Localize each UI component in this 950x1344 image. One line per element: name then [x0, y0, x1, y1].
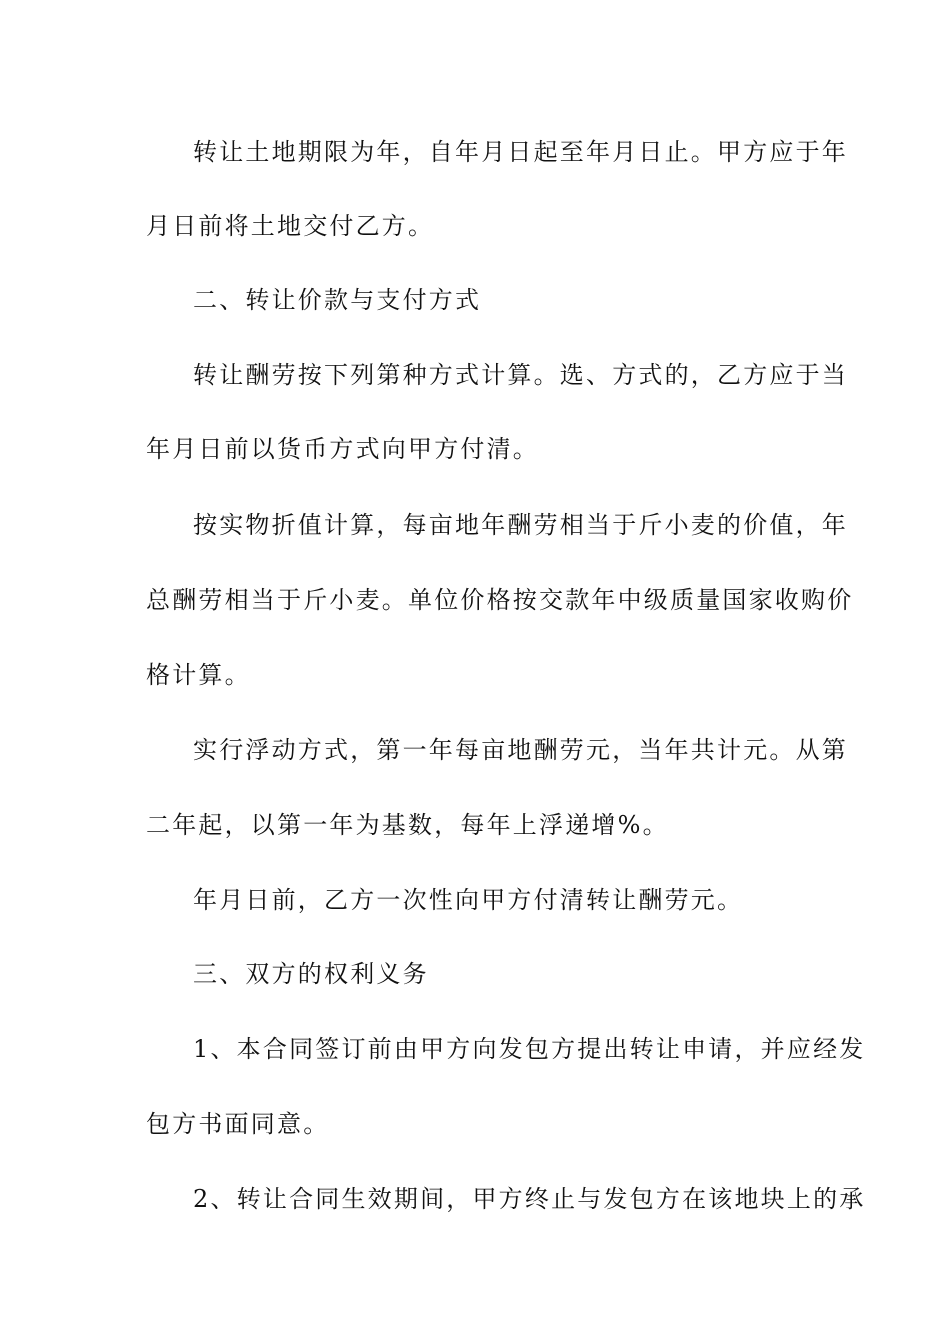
- paragraph-line: 2、转让合同生效期间，甲方终止与发包方在该地块上的承: [193, 1185, 866, 1213]
- paragraph-line: 实行浮动方式，第一年每亩地酬劳元，当年共计元。从第: [193, 736, 848, 764]
- paragraph-line: 月日前将土地交付乙方。: [146, 212, 435, 240]
- paragraph-line: 格计算。: [146, 661, 251, 689]
- section-heading: 二、转让价款与支付方式: [193, 286, 482, 314]
- paragraph-line: 年月日前，乙方一次性向甲方付清转让酬劳元。: [193, 886, 744, 914]
- paragraph-line: 二年起，以第一年为基数，每年上浮递增%。: [146, 811, 669, 839]
- paragraph-line: 包方书面同意。: [146, 1110, 330, 1138]
- paragraph-line: 年月日前以货币方式向甲方付清。: [146, 435, 539, 463]
- paragraph-line: 1、本合同签订前由甲方向发包方提出转让申请，并应经发: [193, 1035, 866, 1063]
- paragraph-line: 总酬劳相当于斤小麦。单位价格按交款年中级质量国家收购价: [146, 586, 854, 614]
- section-heading: 三、双方的权利义务: [193, 960, 429, 988]
- paragraph-line: 转让酬劳按下列第种方式计算。选、方式的，乙方应于当: [193, 361, 848, 389]
- paragraph-line: 按实物折值计算，每亩地年酬劳相当于斤小麦的价值，年: [193, 511, 848, 539]
- paragraph-line: 转让土地期限为年，自年月日起至年月日止。甲方应于年: [193, 138, 848, 166]
